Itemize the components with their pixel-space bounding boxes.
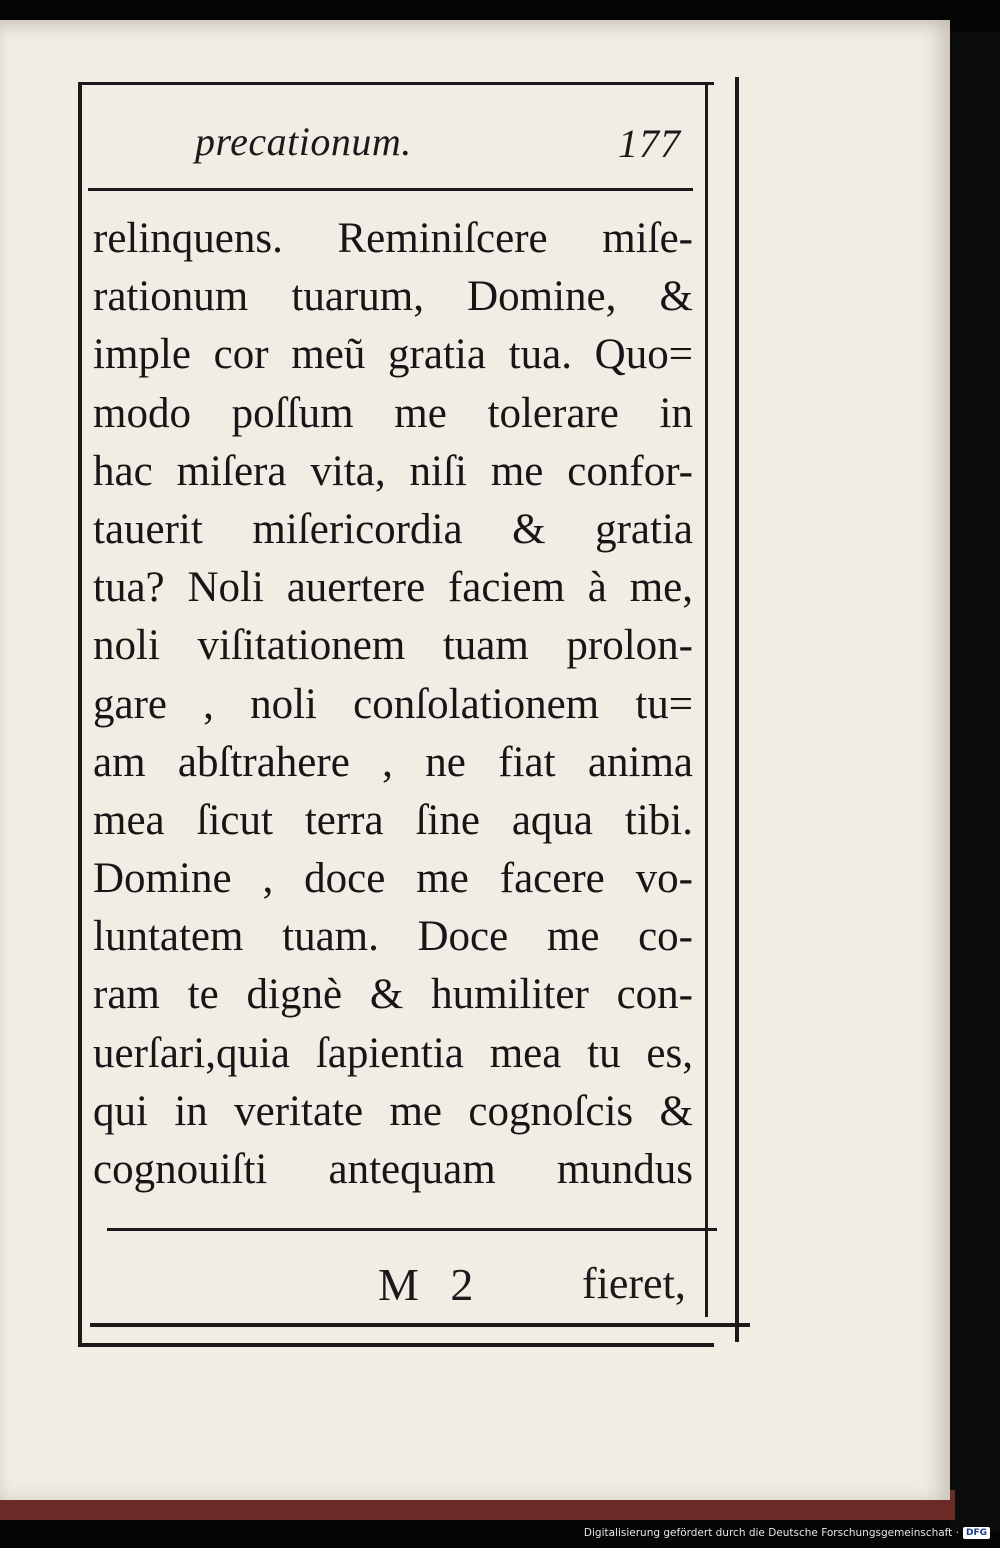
text-line: relinquens. Reminiſcere miſe- [93,215,693,262]
page-border-right [705,82,708,1317]
text-line: qui in veritate me cognoſcis & [93,1087,693,1135]
page-number: 177 [618,121,681,166]
body-text [93,210,693,1199]
text-line: ram te dignè & humiliter con- [93,971,693,1019]
text-line: hac miſera vita, niſi me confor- [93,447,693,495]
catchword: fieret, [582,1259,686,1308]
text-line: am abſtrahere , ne fiat anima [93,738,693,786]
digitization-credit [584,1524,990,1542]
text-line: cognouiſti antequam mundus [93,1146,693,1193]
dfg-logo: DFG [963,1527,990,1539]
text-line: noli viſitationem tuam prolon- [93,622,693,670]
signature-mark: M 2 [378,1259,484,1310]
text-line: imple cor meũ gratia tua. Quo= [93,331,693,379]
header-rule [88,188,693,191]
text-line: mea ſicut terra ſine aqua tibi. [93,796,693,844]
credit-text: Digitalisierung gefördert durch die Deutsche Forschungsgemeinschaft · [583,1527,959,1539]
footer-rule [107,1228,717,1231]
text-line: rationum tuarum, Domine, & [93,273,693,321]
text-line: tua? Noli auertere faciem à me, [93,564,693,612]
text-line: luntatem tuam. Doce me co- [93,913,693,961]
text-line: tauerit miſericordia & gratia [93,505,693,553]
text-line: modo poſſum me tolerare in [93,389,693,437]
book-spine-shadow [950,32,1000,1532]
running-head: precationum. [195,119,412,164]
page-border-outer-bottom [90,1323,750,1327]
text-line: Domine , doce me facere vo- [93,855,693,903]
text-line: uerſari,quia ſapientia mea tu es, [93,1029,693,1077]
page-border-outer-right [735,77,739,1342]
text-line: gare , noli conſolationem tu= [93,680,693,728]
